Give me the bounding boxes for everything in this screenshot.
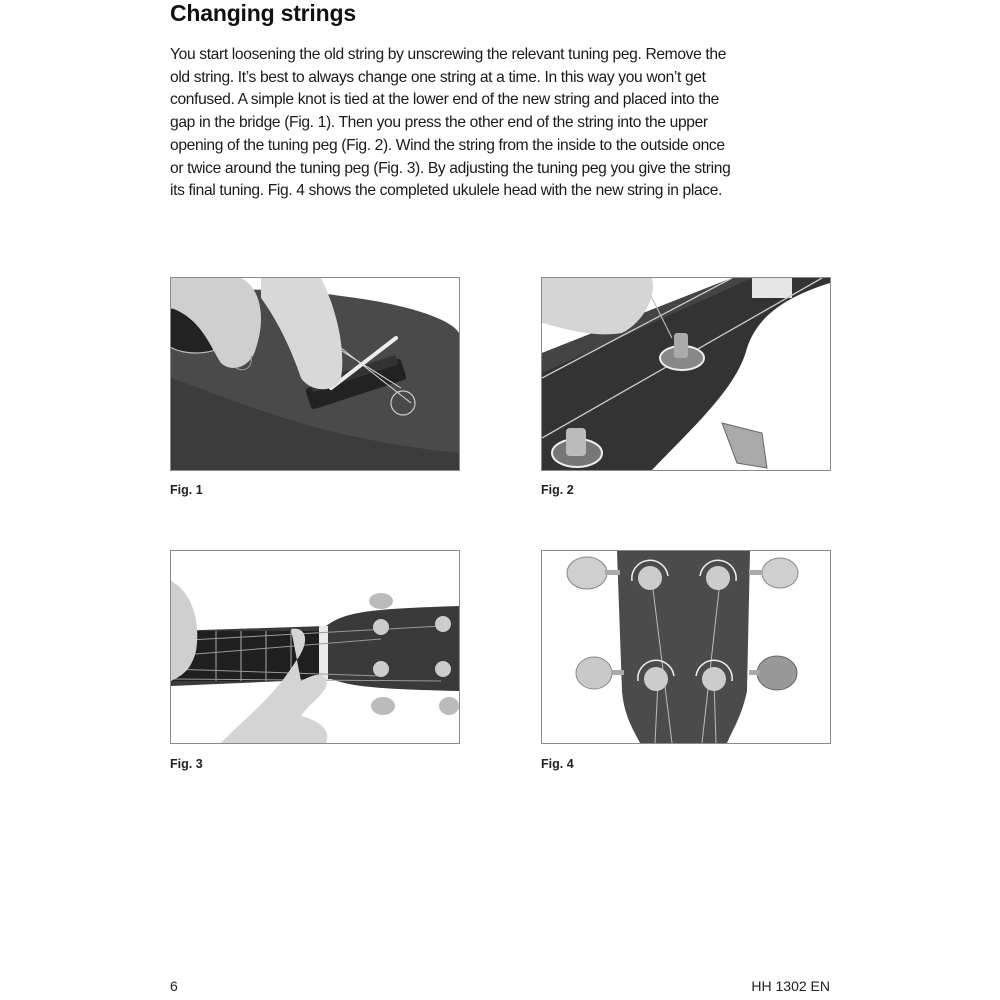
figure-1-image — [170, 277, 460, 471]
figure-3-caption: Fig. 3 — [170, 757, 203, 771]
paragraph-line: old string. It’s best to always change one string at a time. In this way you won’t get — [170, 68, 706, 86]
instructions-paragraph — [170, 44, 835, 203]
page-title: Changing strings — [170, 0, 356, 26]
paragraph-line: You start loosening the old string by unscrewing the relevant tuning peg. Remove the — [170, 46, 727, 63]
figure-4-caption: Fig. 4 — [541, 757, 574, 771]
paragraph-line: gap in the bridge (Fig. 1). Then you press the other end of the string into the upper — [170, 114, 708, 132]
figure-3-image — [170, 550, 460, 744]
figure-2-image — [541, 277, 831, 471]
page-number: 6 — [170, 978, 178, 994]
figure-4-image — [541, 550, 831, 744]
figure-1-caption: Fig. 1 — [170, 483, 203, 497]
document-code: HH 1302 EN — [751, 978, 830, 994]
paragraph-line: its final tuning. Fig. 4 shows the completed ukulele head with the new string in place. — [170, 182, 723, 200]
figure-2-caption: Fig. 2 — [541, 483, 574, 497]
paragraph-line: or twice around the tuning peg (Fig. 3). By adjusting the tuning peg you give the string — [170, 159, 731, 177]
paragraph-line: opening of the tuning peg (Fig. 2). Wind the string from the inside to the outside once — [170, 136, 725, 154]
paragraph-line: confused. A simple knot is tied at the lower end of the new string and placed into the — [170, 91, 719, 109]
